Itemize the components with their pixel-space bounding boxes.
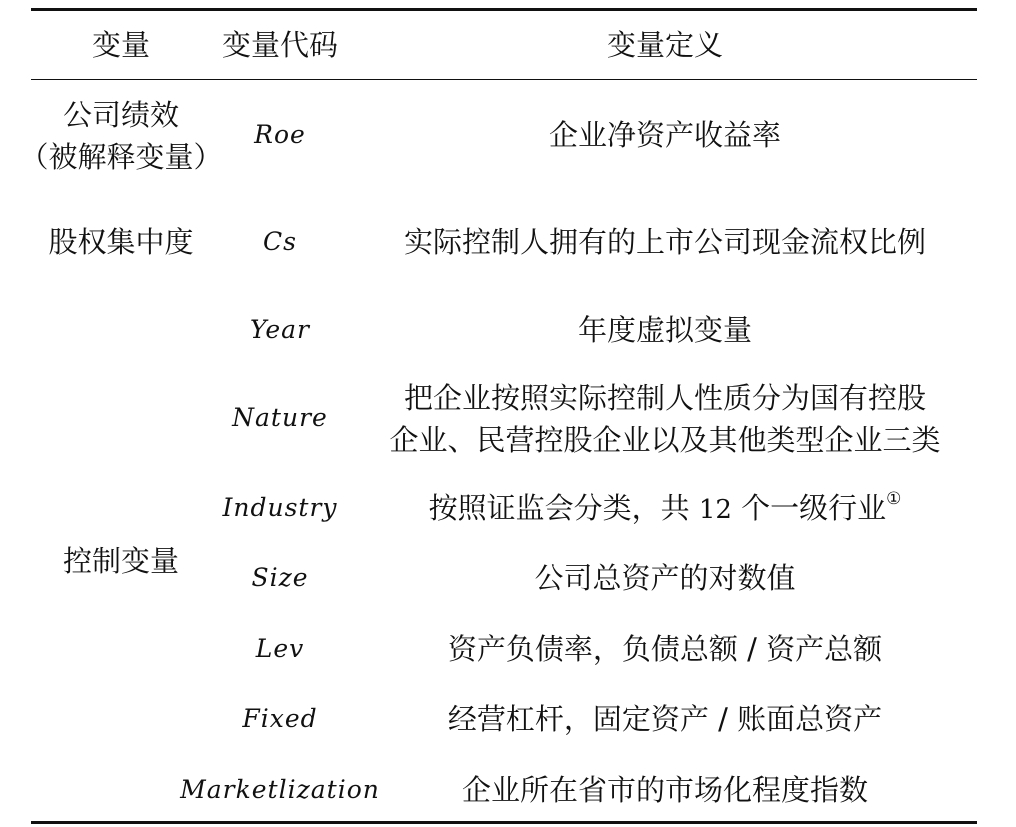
- header-definition: 变量定义: [606, 28, 723, 62]
- footnote-marker: ①: [886, 489, 902, 509]
- group-concentration: 股权集中度: [48, 225, 194, 259]
- definition-industry-text-post: 个一级行业: [741, 491, 887, 525]
- code-lev: Lev: [255, 634, 305, 663]
- header-variable: 变量: [91, 28, 150, 62]
- code-nature: Nature: [232, 403, 328, 432]
- definition-nature-line2: 企业、民营控股企业以及其他类型企业三类: [389, 423, 941, 457]
- code-fixed: Fixed: [242, 704, 318, 733]
- definition-industry-text-pre: 按照证监会分类，共: [428, 491, 690, 525]
- code-roe: Roe: [254, 120, 306, 149]
- definition-roe: 企业净资产收益率: [548, 118, 781, 152]
- top-rule: [31, 8, 977, 11]
- definition-marketlization: 企业所在省市的市场化程度指数: [461, 773, 868, 807]
- code-marketlization: Marketlization: [180, 775, 380, 804]
- code-year: Year: [250, 315, 310, 344]
- header-code: 变量代码: [221, 28, 338, 62]
- header-rule: [31, 79, 977, 80]
- group-performance-line2: （被解释变量）: [19, 140, 223, 174]
- bottom-rule: [31, 821, 977, 824]
- group-performance-line1: 公司绩效: [62, 98, 179, 132]
- code-size: Size: [251, 563, 309, 592]
- code-cs: Cs: [263, 227, 297, 256]
- definition-year: 年度虚拟变量: [577, 313, 752, 347]
- definition-lev: 资产负债率，负债总额 / 资产总额: [447, 632, 883, 666]
- code-industry: Industry: [222, 493, 338, 522]
- definition-industry-number: 12: [698, 495, 732, 525]
- definition-nature-line1: 把企业按照实际控制人性质分为国有控股: [403, 381, 926, 415]
- definition-size: 公司总资产的对数值: [534, 561, 796, 595]
- definition-industry: [352, 488, 978, 530]
- group-controls: 控制变量: [62, 544, 179, 578]
- definition-cs: 实际控制人拥有的上市公司现金流权比例: [403, 225, 926, 259]
- definition-fixed: 经营杠杆，固定资产 / 账面总资产: [447, 702, 883, 736]
